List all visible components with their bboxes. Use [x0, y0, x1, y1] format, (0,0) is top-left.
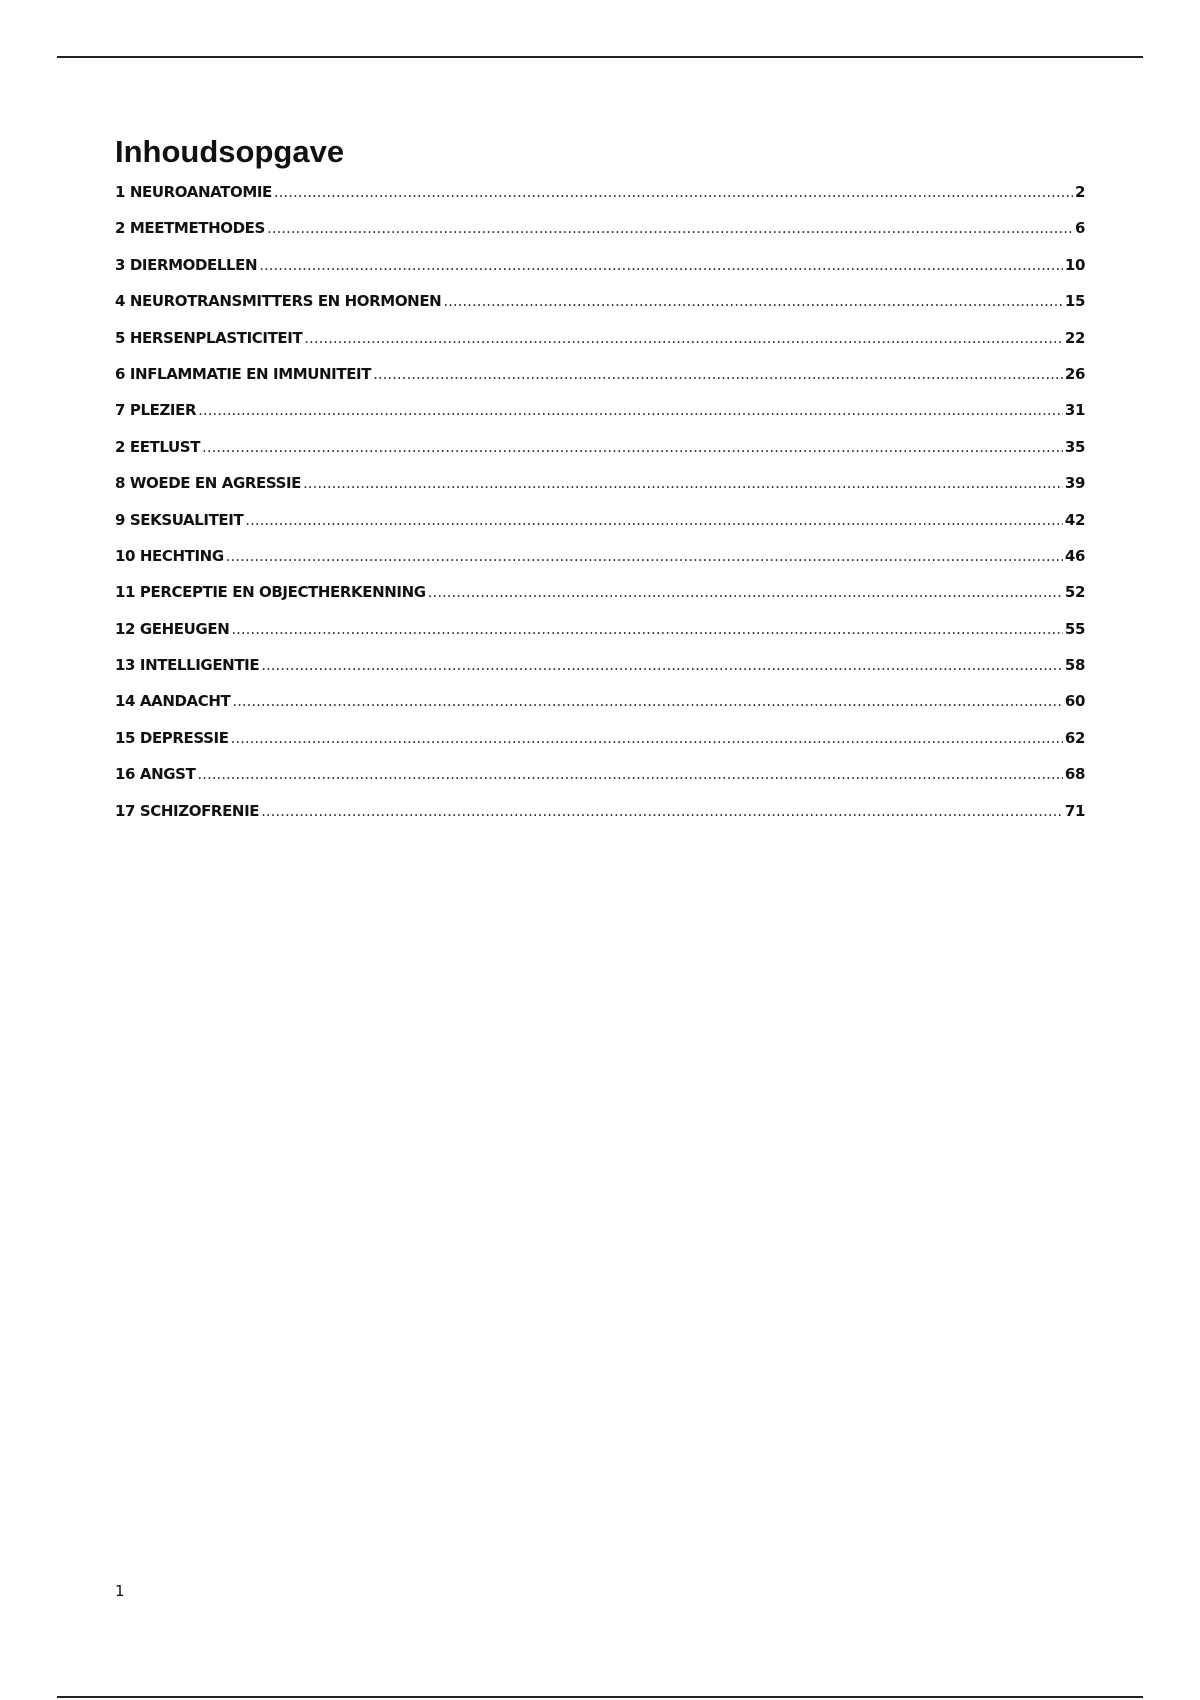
toc-dot-leader: [232, 692, 1063, 710]
toc-entry-label: 4 NEUROTRANSMITTERS EN HORMONEN: [115, 292, 442, 311]
toc-dot-leader: [198, 401, 1063, 419]
toc-entry[interactable]: [115, 219, 1085, 255]
toc-entry-page: 35: [1064, 437, 1085, 456]
toc-entry-page: 6: [1074, 219, 1085, 238]
header-rule: [57, 56, 1143, 58]
toc-dot-leader: [197, 765, 1063, 783]
toc-entry[interactable]: [115, 802, 1085, 838]
toc-entry-page: 42: [1064, 510, 1085, 529]
toc-entry-label: 5 HERSENPLASTICITEIT: [115, 328, 303, 347]
toc-dot-leader: [303, 474, 1063, 492]
toc-dot-leader: [245, 511, 1063, 529]
toc-entry-page: 68: [1064, 765, 1085, 784]
toc-dot-leader: [231, 620, 1063, 638]
toc-entry[interactable]: [115, 256, 1085, 292]
toc-entry-label: 10 HECHTING: [115, 546, 224, 565]
toc-entry-page: 46: [1064, 546, 1085, 565]
toc-dot-leader: [202, 438, 1063, 456]
toc-entry-label: 2 MEETMETHODES: [115, 219, 265, 238]
toc-entry[interactable]: [115, 765, 1085, 801]
toc-dot-leader: [443, 292, 1063, 310]
toc-entry-label: 7 PLEZIER: [115, 401, 197, 420]
toc-dot-leader: [304, 329, 1063, 347]
toc-entry-page: 22: [1064, 328, 1085, 347]
footer-rule: [57, 1696, 1143, 1698]
toc-entry[interactable]: [115, 183, 1085, 219]
toc-dot-leader: [261, 656, 1063, 674]
toc-dot-leader: [428, 583, 1063, 601]
toc-entry-label: 14 AANDACHT: [115, 692, 231, 711]
toc-entry-label: 16 ANGST: [115, 765, 196, 784]
toc-dot-leader: [261, 802, 1063, 820]
toc-dot-leader: [226, 547, 1063, 565]
page-number: 1: [115, 1582, 125, 1600]
toc-entry-page: 62: [1064, 728, 1085, 747]
toc-list: [115, 183, 1085, 838]
toc-entry-label: 15 DEPRESSIE: [115, 728, 229, 747]
toc-entry[interactable]: [115, 511, 1085, 547]
toc-entry[interactable]: [115, 474, 1085, 510]
toc-entry-page: 52: [1064, 583, 1085, 602]
toc-entry-label: 9 SEKSUALITEIT: [115, 510, 244, 529]
toc-entry-label: 3 DIERMODELLEN: [115, 255, 258, 274]
toc-entry-page: 10: [1064, 255, 1085, 274]
toc-entry[interactable]: [115, 656, 1085, 692]
toc-entry-page: 26: [1064, 364, 1085, 383]
toc-entry[interactable]: [115, 692, 1085, 728]
toc-entry-page: 39: [1064, 474, 1085, 493]
toc-entry[interactable]: [115, 438, 1085, 474]
toc-entry-page: 2: [1074, 183, 1085, 201]
toc-entry-label: 8 WOEDE EN AGRESSIE: [115, 474, 302, 493]
toc-entry-page: 31: [1064, 401, 1085, 420]
toc-entry-page: 60: [1064, 692, 1085, 711]
toc-entry[interactable]: [115, 729, 1085, 765]
toc-entry[interactable]: [115, 292, 1085, 328]
toc-entry-page: 71: [1064, 801, 1085, 820]
toc-entry[interactable]: [115, 620, 1085, 656]
toc-entry[interactable]: [115, 547, 1085, 583]
toc-dot-leader: [231, 729, 1063, 747]
toc-entry-label: 6 INFLAMMATIE EN IMMUNITEIT: [115, 364, 372, 383]
toc-entry-page: 58: [1064, 656, 1085, 675]
toc-entry-label: 2 EETLUST: [115, 437, 201, 456]
toc-dot-leader: [267, 219, 1073, 237]
toc-entry-label: 11 PERCEPTIE EN OBJECTHERKENNING: [115, 583, 426, 602]
toc-entry-label: 17 SCHIZOFRENIE: [115, 801, 260, 820]
toc-title: Inhoudsopgave: [115, 134, 345, 169]
toc-dot-leader: [373, 365, 1063, 383]
toc-entry[interactable]: [115, 583, 1085, 619]
toc-dot-leader: [274, 183, 1073, 201]
table-of-contents: [115, 132, 1085, 838]
toc-entry-page: 55: [1064, 619, 1085, 638]
toc-entry-page: 15: [1064, 292, 1085, 311]
toc-entry[interactable]: [115, 401, 1085, 437]
toc-entry[interactable]: [115, 365, 1085, 401]
toc-entry-label: 1 NEUROANATOMIE: [115, 183, 272, 201]
toc-entry-label: 12 GEHEUGEN: [115, 619, 230, 638]
toc-dot-leader: [259, 256, 1063, 274]
toc-entry[interactable]: [115, 329, 1085, 365]
toc-entry-label: 13 INTELLIGENTIE: [115, 656, 260, 675]
